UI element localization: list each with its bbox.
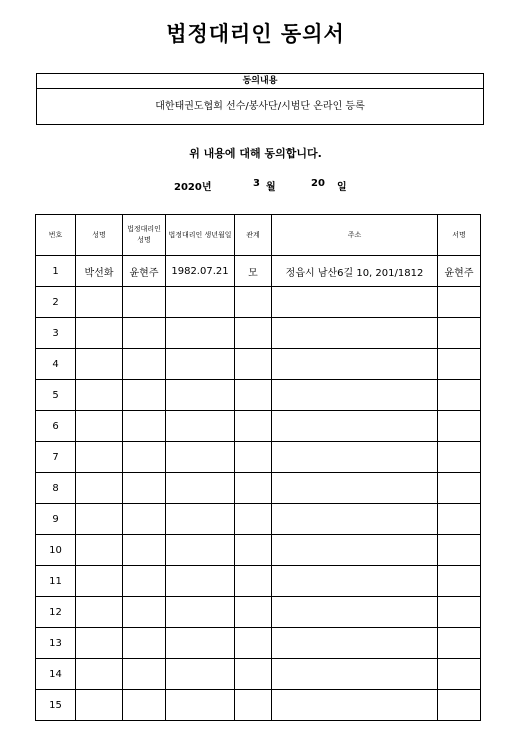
table-row (36, 597, 481, 628)
cell-address (272, 566, 438, 597)
cell-name (76, 628, 123, 659)
cell-name (76, 442, 123, 473)
cell-guardian-name (123, 349, 166, 380)
cell-name (76, 349, 123, 380)
cell-address (272, 535, 438, 566)
cell-address (272, 597, 438, 628)
header-relation: 관계 (235, 215, 272, 256)
cell-name (76, 659, 123, 690)
cell-address (272, 442, 438, 473)
cell-signature (438, 566, 481, 597)
cell-address (272, 411, 438, 442)
cell-guardian-birth (166, 411, 235, 442)
cell-signature (438, 659, 481, 690)
header-guardian-birth: 법정대리인 생년월일 (166, 215, 235, 256)
cell-signature (438, 504, 481, 535)
cell-guardian-birth: 1982.07.21 (166, 256, 235, 287)
cell-relation (235, 597, 272, 628)
cell-address: 정읍시 남산6길 10, 201/1812 (272, 256, 438, 287)
cell-name (76, 535, 123, 566)
cell-signature (438, 535, 481, 566)
cell-address (272, 318, 438, 349)
date-year: 2020년 (174, 182, 212, 193)
guardian-table (35, 214, 481, 721)
cell-no: 8 (36, 473, 76, 504)
cell-guardian-birth (166, 504, 235, 535)
cell-guardian-name (123, 504, 166, 535)
cell-no: 15 (36, 690, 76, 721)
cell-relation: 모 (235, 256, 272, 287)
cell-address (272, 504, 438, 535)
date-day-number: 20 (311, 178, 325, 189)
cell-guardian-birth (166, 628, 235, 659)
cell-signature (438, 411, 481, 442)
table-row (36, 349, 481, 380)
cell-address (272, 628, 438, 659)
cell-name (76, 287, 123, 318)
cell-relation (235, 287, 272, 318)
cell-relation (235, 349, 272, 380)
table-header-row (36, 215, 481, 256)
cell-guardian-birth (166, 380, 235, 411)
cell-name (76, 504, 123, 535)
cell-no: 3 (36, 318, 76, 349)
cell-guardian-birth (166, 535, 235, 566)
header-signature: 서명 (438, 215, 481, 256)
date-month-number: 3 (253, 178, 260, 189)
cell-guardian-birth (166, 566, 235, 597)
cell-address (272, 659, 438, 690)
cell-name (76, 473, 123, 504)
table-row (36, 473, 481, 504)
cell-signature (438, 442, 481, 473)
cell-guardian-name (123, 411, 166, 442)
cell-guardian-name (123, 597, 166, 628)
cell-guardian-name (123, 659, 166, 690)
header-name: 성명 (76, 215, 123, 256)
cell-name: 박선화 (76, 256, 123, 287)
table-row (36, 380, 481, 411)
cell-guardian-name (123, 287, 166, 318)
cell-relation (235, 535, 272, 566)
cell-no: 2 (36, 287, 76, 318)
cell-guardian-birth (166, 318, 235, 349)
table-row (36, 442, 481, 473)
cell-guardian-birth (166, 659, 235, 690)
cell-name (76, 690, 123, 721)
table-row (36, 566, 481, 597)
cell-signature (438, 318, 481, 349)
cell-guardian-birth (166, 473, 235, 504)
cell-guardian-name (123, 535, 166, 566)
cell-guardian-birth (166, 442, 235, 473)
cell-name (76, 597, 123, 628)
cell-guardian-name (123, 566, 166, 597)
cell-signature (438, 597, 481, 628)
cell-relation (235, 473, 272, 504)
table-row (36, 318, 481, 349)
header-address: 주소 (272, 215, 438, 256)
consent-body: 대한태권도협회 선수/봉사단/시범단 온라인 등록 (155, 101, 365, 112)
cell-relation (235, 380, 272, 411)
cell-relation (235, 659, 272, 690)
cell-guardian-name: 윤현주 (123, 256, 166, 287)
cell-guardian-name (123, 318, 166, 349)
cell-no: 5 (36, 380, 76, 411)
cell-relation (235, 442, 272, 473)
table-row (36, 535, 481, 566)
cell-address (272, 349, 438, 380)
cell-guardian-birth (166, 597, 235, 628)
cell-relation (235, 411, 272, 442)
table-row (36, 504, 481, 535)
table-row (36, 287, 481, 318)
consent-box (36, 73, 484, 125)
cell-no: 11 (36, 566, 76, 597)
cell-signature (438, 349, 481, 380)
cell-relation (235, 318, 272, 349)
cell-no: 4 (36, 349, 76, 380)
cell-guardian-birth (166, 287, 235, 318)
table-row (36, 411, 481, 442)
cell-no: 9 (36, 504, 76, 535)
cell-signature (438, 287, 481, 318)
header-guardian-name: 법정대리인 성명 (123, 215, 166, 256)
cell-signature: 윤현주 (438, 256, 481, 287)
table-row (36, 690, 481, 721)
header-no: 번호 (36, 215, 76, 256)
table-row (36, 659, 481, 690)
cell-name (76, 318, 123, 349)
date-month-unit: 월 (266, 182, 276, 193)
cell-relation (235, 504, 272, 535)
cell-address (272, 380, 438, 411)
cell-signature (438, 473, 481, 504)
cell-relation (235, 628, 272, 659)
cell-no: 10 (36, 535, 76, 566)
cell-name (76, 566, 123, 597)
agree-statement: 위 내용에 대해 동의합니다. (189, 147, 322, 160)
cell-guardian-birth (166, 690, 235, 721)
cell-signature (438, 380, 481, 411)
cell-signature (438, 690, 481, 721)
cell-relation (235, 566, 272, 597)
cell-no: 12 (36, 597, 76, 628)
consent-header: 동의내용 (37, 74, 483, 89)
date-day-unit: 일 (337, 182, 347, 193)
cell-name (76, 380, 123, 411)
cell-name (76, 411, 123, 442)
cell-guardian-name (123, 380, 166, 411)
cell-guardian-name (123, 442, 166, 473)
cell-guardian-name (123, 690, 166, 721)
cell-no: 6 (36, 411, 76, 442)
cell-no: 13 (36, 628, 76, 659)
document-title: 법정대리인 동의서 (166, 22, 345, 46)
cell-address (272, 473, 438, 504)
cell-address (272, 690, 438, 721)
cell-no: 1 (36, 256, 76, 287)
cell-guardian-name (123, 628, 166, 659)
cell-no: 14 (36, 659, 76, 690)
cell-guardian-name (123, 473, 166, 504)
cell-signature (438, 628, 481, 659)
cell-no: 7 (36, 442, 76, 473)
cell-address (272, 287, 438, 318)
cell-relation (235, 690, 272, 721)
table-row (36, 628, 481, 659)
table-row (36, 256, 481, 287)
cell-guardian-birth (166, 349, 235, 380)
